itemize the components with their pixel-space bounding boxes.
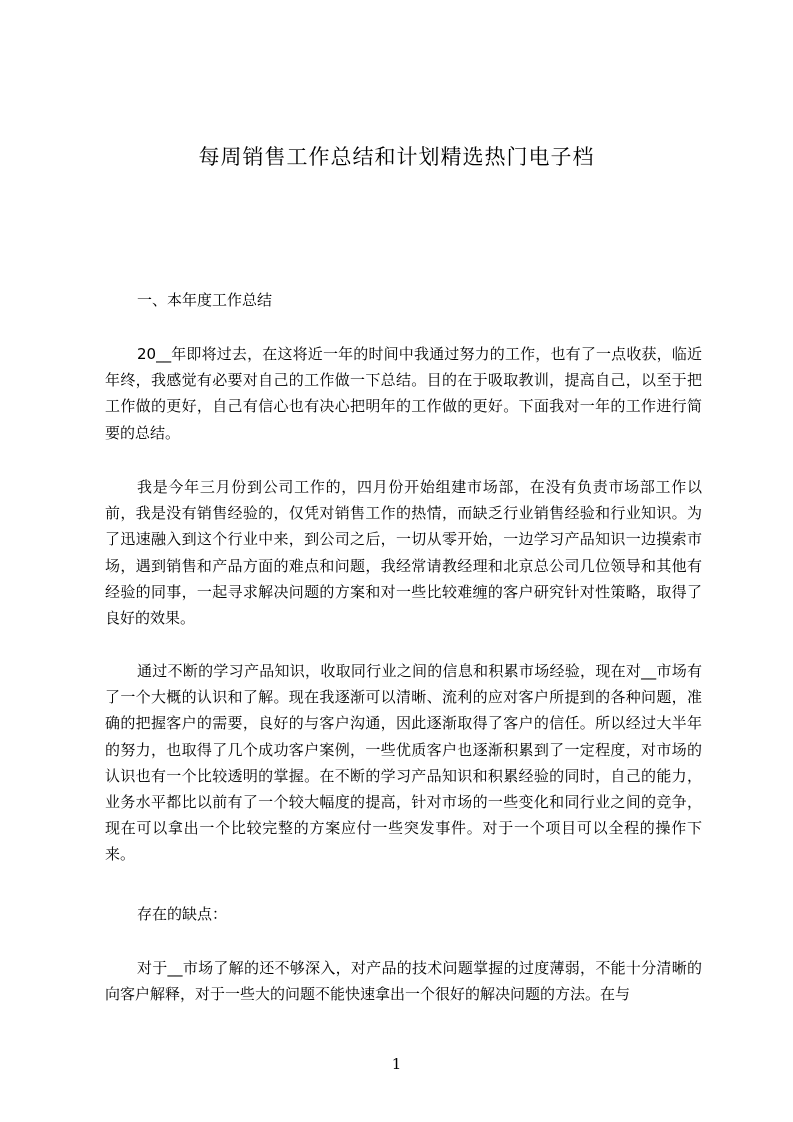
paragraph-progress: 通过不断的学习产品知识，收取同行业之间的信息和积累市场经验，现在对__市场有了一个大概的认识和了解。现在我逐渐可以清晰、流利的应对客户所提到的各种问题，准确的把握客户的需要，良好的与客户沟通，因此逐渐取得了客户的信任。所以经过大半年的努力，也取得了几个成功客户案例，一些优质客户也逐渐积累到了一定程度，对市场的认识也有一个比较透明的掌握。在不断的学习产品知识和积累经验的同时，自己的能力，业务水平都比以前有了一个较大幅度的提高，针对市场的一些变化和同行业之间的竞争，现在可以拿出一个比较完整的方案应付一些突发事件。对于一个项目可以全程的操作下来。: [105, 662, 702, 864]
paragraph-experience: 我是今年三月份到公司工作的，四月份开始组建市场部，在没有负责市场部工作以前，我是没有销售经验的，仅凭对销售工作的热情，而缺乏行业销售经验和行业知识。为了迅速融入到这个行业中来，到公司之后，一切从零开始，一边学习产品知识一边摸索市场，遇到销售和产品方面的难点和问题，我经常请教经理和北京总公司几位领导和其他有经验的同事，一起寻求解决问题的方案和对一些比较难缠的客户研究针对性策略，取得了良好的效果。: [105, 478, 702, 628]
document-title: 每周销售工作总结和计划精选热门电子档: [198, 145, 595, 169]
page-number: 1: [391, 1055, 402, 1073]
paragraph-intro: 20__年即将过去，在这将近一年的时间中我通过努力的工作，也有了一点收获，临近年终，我感觉有必要对自己的工作做一下总结。目的在于吸取教训，提高自己，以至于把工作做的更好，自己有信心也有决心把明年的工作做的更好。下面我对一年的工作进行简要的总结。: [105, 345, 702, 442]
paragraph-shortcomings-heading: 存在的缺点：: [137, 905, 228, 923]
section-heading: 一、本年度工作总结: [137, 291, 273, 309]
paragraph-shortcomings: 对于__市场了解的还不够深入，对产品的技术问题掌握的过度薄弱，不能十分清晰的向客户解释，对于一些大的问题不能快速拿出一个很好的解决问题的方法。在与: [105, 959, 702, 1004]
